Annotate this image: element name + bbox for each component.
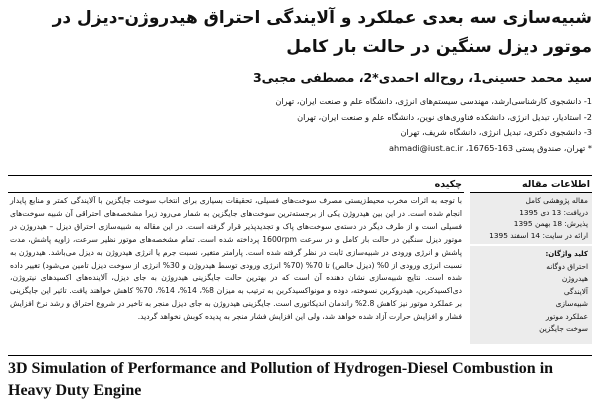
affiliation-3: 3- دانشجوی دکتری، تبدیل انرژی، دانشگاه شریف، تهران [400,127,592,137]
keywords-box [470,246,592,344]
accepted-date: پذیرش: 18 بهمن 1395 [513,219,588,228]
author-list: سید محمد حسینی1، روح‌اله احمدی*2، مصطفی مجبی3 [252,70,592,85]
affiliation-1: 1- دانشجوی کارشناسی‌ارشد، مهندسی سیستم‌های انرژی، دانشگاه علم و صنعت ایران، تهران [275,96,592,106]
keyword: آلایندگی [563,286,588,296]
keyword: شبیه‌سازی [555,299,588,308]
header-divider [8,175,592,176]
paper-title-en: 3D Simulation of Performance and Pollution of Hydrogen-Diesel Combustion in Heavy Duty Engine [8,360,554,399]
keyword: هیدروژن [561,274,588,283]
section-divider [8,355,592,356]
abstract-heading: چکیده [8,178,464,193]
keyword: سوخت جایگزین [539,324,588,333]
article-type: مقاله پژوهشی کامل [525,196,588,205]
article-info-panel [470,178,592,354]
paper-title-fa: شبیه‌سازی سه بعدی عملکرد و آلایندگی احتراق هیدروژن-دیزل در موتور دیزل سنگین در حالت بار کامل [52,8,592,57]
abstract-panel [8,178,464,354]
keyword: عملکرد موتور [545,311,588,321]
corresponding-author: * تهران، صندوق پستی 163-16765، ahmadi@iust.ac.ir [389,142,592,153]
article-info-heading: اطلاعات مقاله [470,178,592,193]
received-date: دریافت: 13 دی 1395 [519,207,588,217]
affiliation-2: 2- استادیار، تبدیل انرژی، دانشکده فناوری‌های نوین، دانشگاه علم و صنعت ایران، تهران [297,111,592,122]
keyword: احتراق دوگانه [546,261,588,271]
article-history [470,193,592,244]
online-date: ارائه در سایت: 14 اسفند 1395 [489,230,588,240]
affiliations [120,94,592,156]
abstract-body: با توجه به اثرات مخرب محیط‌زیستی مصرف سوخت‌های فسیلی، تحقیقات بسیاری برای انتخاب سوخت جایگزین با آلایندگی کمتر و منابع پایدار انجام شده است. در این بین هیدروژن یکی از برجسته‌ترین سوخت‌های جایگزین به شمار می‌رود زیرا مشخصه‌های احتراقی آن شبیه سوخت‌های فسیلی است و از طرف دیگر در دسته‌ی سوخت‌های پاک و تجدیدپذیر قرار گرفته است. در این مقاله به شبیه‌سازی احتراق دیزل – هیدروژن در موتور دیزل سنگین در حالت بار کامل و در سرعت 1600rpm پرداخته شده است. تمام مشخصه‌های موتور نظیر سرعت، زاویه پاشش، مدت پاشش و انرژی ورودی در شبیه‌سازی ثابت در نظر گرفته شده است. پارامتر متغیر، نسبت جرم یا انرژی هیدروژن به دیزل می‌باشد. هیدروژن به نسبت انرژی ورودی از 0% (دیزل خالص) تا 70% (70% انرژی ورودی توسط هیدروژن و 30% انرژی از سوخت دیزل تامین می‌شود) تغییر داده شده است. نتایج شبیه‌سازی نشان دهنده آن است که در بهترین حالت جایگزینی هیدروژن به جای دیزل، آلاینده‌های اکسیدهای نیتروژن، دی‌اکسیدکربن، هیدروکربن نسوخته، دوده و مونواکسیدکربن به ترتیب به میزان 8%، 14%، 14%، 70% کاهش خواهند یافت. تاثیر این جایگزینی بر عملکرد موتور نیز کاهش 2.8% راندمان اندیکاتوری است. جایگزینی هیدروژن به جای دیزل منجر به تاخیر در شروع احتراق و رشد نرخ افزایش فشار و افزایش حرارت آزاد شده خواهد شد، ولی این افزایش فشار منجر به پدیده کوبش نخواهد گردید. [10,196,463,322]
keywords-heading: کلید واژگان: [545,250,588,258]
